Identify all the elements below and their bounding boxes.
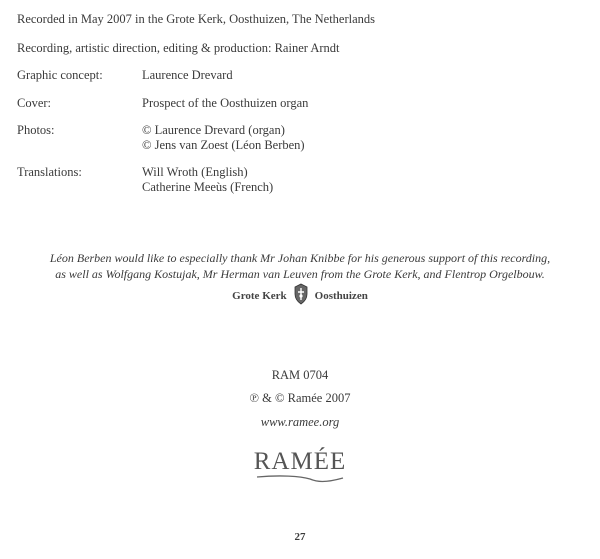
credit-label: Graphic concept: [17,68,103,82]
acknowledgement-line: as well as Wolfgang Kostujak, Mr Herman van Leuven from the Grote Kerk, and Flentrop Orgelbouw. [55,267,545,281]
credit-value: Catherine Meeùs (French) [142,180,274,194]
recorded-line: Recorded in May 2007 in the Grote Kerk, Oosthuizen, The Netherlands [17,12,376,26]
credit-value: © Laurence Drevard (organ) [142,123,285,137]
credit-value: Laurence Drevard [142,68,233,82]
crest-icon [293,283,309,308]
credit-value: Will Wroth (English) [142,165,248,179]
credit-label: Photos: [17,123,55,137]
ramee-logo: RAMÉE [253,448,347,475]
logo-text-right: Oosthuizen [314,289,368,302]
page-number: 27 [294,531,306,543]
logo-swoosh-icon [0,474,600,484]
acknowledgement-line: Léon Berben would like to especially thank Mr Johan Knibbe for his generous support of this recording, [49,251,551,265]
logo-text-left: Grote Kerk [232,289,287,302]
church-logo [0,283,600,308]
acknowledgement [0,250,600,282]
recording-line: Recording, artistic direction, editing & production: Rainer Arndt [17,41,340,55]
credit-value: © Jens van Zoest (Léon Berben) [142,138,305,152]
copyright-notice: ℗ & © Ramée 2007 [249,391,351,405]
credit-value: Prospect of the Oosthuizen organ [142,96,309,110]
catalog-number: RAM 0704 [271,368,329,382]
credit-label: Cover: [17,96,52,110]
website-url: www.ramee.org [260,415,340,429]
credit-label: Translations: [17,165,82,179]
